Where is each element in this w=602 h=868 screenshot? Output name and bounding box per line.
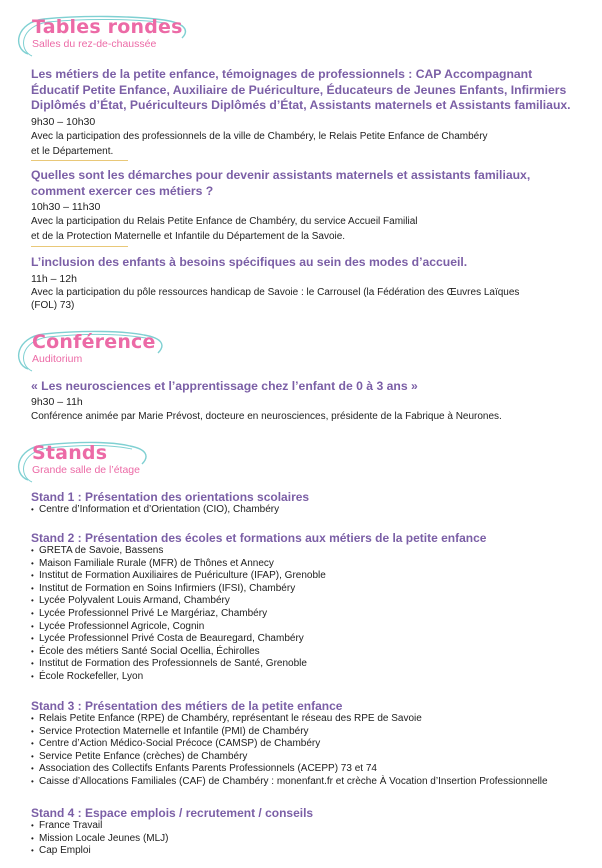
list-item: • Cap Emploi (31, 845, 571, 858)
stand-list (31, 545, 571, 684)
list-item: • Institut de Formation Auxiliaires de Puériculture (IFAP), Grenoble (31, 570, 571, 583)
section-header-tables-rondes (14, 14, 214, 58)
section-title: Stands (32, 442, 108, 464)
list-item: • Centre d’Information et d’Orientation (CIO), Chambéry (31, 504, 571, 517)
list-item: • École des métiers Santé Social Ocellia, Échirolles (31, 646, 571, 659)
entry-time: 11h – 12h (31, 272, 77, 285)
entry-description-line: et le Département. (31, 145, 114, 157)
list-item: • Lycée Professionnel Agricole, Cognin (31, 621, 571, 634)
list-item: • Centre d’Action Médico-Social Précoce (CAMSP) de Chambéry (31, 738, 571, 751)
table-ronde-entry-2 (31, 168, 571, 244)
stand-group-2 (31, 531, 571, 684)
entry-description: Conférence animée par Marie Prévost, docteure en neurosciences, présidente de la Fabrique à Neurones. (31, 411, 502, 422)
entry-title: Les métiers de la petite enfance, témoignages de professionnels : CAP Accompagnant Éducatif Petite Enfance, Auxiliaire de Puériculture, Éducateurs de Jeunes Enfants, Infirmiers Diplômés d’État, Puériculteurs Diplômés d’État, Assistants maternels et Assistants familiaux. (31, 67, 571, 112)
entry-description-line: (FOL) 73) (31, 299, 75, 311)
section-subtitle: Grande salle de l’étage (32, 464, 140, 476)
stand-group-1 (31, 490, 571, 517)
list-item: • Institut de Formation des Professionnels de Santé, Grenoble (31, 658, 571, 671)
list-item: • Maison Familiale Rurale (MFR) de Thônes et Annecy (31, 558, 571, 571)
stand-group-4 (31, 806, 571, 858)
stand-title: Stand 2 : Présentation des écoles et formations aux métiers de la petite enfance (31, 531, 487, 545)
section-title: Tables rondes (32, 16, 183, 38)
list-item: • Relais Petite Enfance (RPE) de Chambéry, représentant le réseau des RPE de Savoie (31, 713, 571, 726)
stand-title: Stand 3 : Présentation des métiers de la petite enfance (31, 699, 343, 713)
entry-title: « Les neurosciences et l’apprentissage chez l’enfant de 0 à 3 ans » (31, 379, 418, 393)
list-item: • Service Protection Maternelle et Infantile (PMI) de Chambéry (31, 726, 571, 739)
table-ronde-entry-3 (31, 255, 571, 312)
list-item: • Service Petite Enfance (crèches) de Chambéry (31, 751, 571, 764)
separator-line (31, 160, 128, 161)
section-subtitle: Salles du rez-de-chaussée (32, 38, 157, 50)
stand-list (31, 820, 571, 858)
stand-title: Stand 1 : Présentation des orientations scolaires (31, 490, 310, 504)
table-ronde-entry-1 (31, 67, 571, 159)
separator-line (31, 246, 128, 247)
list-item: • Lycée Professionnel Privé Le Margériaz, Chambéry (31, 608, 571, 621)
entry-time: 9h30 – 10h30 (31, 115, 96, 128)
list-item: • GRETA de Savoie, Bassens (31, 545, 571, 558)
list-item: • Caisse d’Allocations Familiales (CAF) de Chambéry : monenfant.fr et crèche À Vocation d’Insertion Professionnelle (31, 776, 571, 789)
entry-title: Quelles sont les démarches pour devenir assistants maternels et assistants familiaux, comment exercer ces métiers ? (31, 168, 531, 198)
list-item: • France Travail (31, 820, 571, 833)
section-subtitle: Auditorium (32, 353, 83, 365)
list-item: • Institut de Formation en Soins Infirmiers (IFSI), Chambéry (31, 583, 571, 596)
entry-time: 10h30 – 11h30 (31, 201, 101, 213)
list-item: • Association des Collectifs Enfants Parents Professionnels (ACEPP) 73 et 74 (31, 763, 571, 776)
stand-list (31, 713, 571, 789)
stand-group-3 (31, 699, 571, 789)
entry-description-line: et de la Protection Maternelle et Infantile du Département de la Savoie. (31, 231, 346, 242)
list-item: • École Rockefeller, Lyon (31, 671, 571, 684)
section-header-conference (14, 329, 214, 373)
stand-title: Stand 4 : Espace emplois / recrutement / conseils (31, 806, 314, 820)
list-item: • Lycée Professionnel Privé Costa de Beauregard, Chambéry (31, 633, 571, 646)
entry-description-line: Avec la participation du pôle ressources handicap de Savoie : le Carrousel (la Fédération des Œuvres Laïques (31, 286, 520, 298)
entry-description-line: Avec la participation des professionnels de la ville de Chambéry, le Relais Petite Enfance de Chambéry (31, 130, 488, 142)
stand-list (31, 504, 571, 517)
section-title: Conférence (32, 331, 156, 353)
list-item: • Mission Locale Jeunes (MLJ) (31, 833, 571, 846)
list-item: • Lycée Polyvalent Louis Armand, Chambéry (31, 595, 571, 608)
section-header-stands (14, 440, 214, 484)
entry-description-line: Avec la participation du Relais Petite Enfance de Chambéry, du service Accueil Familial (31, 216, 418, 227)
conference-entry (31, 379, 571, 424)
entry-title: L’inclusion des enfants à besoins spécifiques au sein des modes d’accueil. (31, 255, 468, 269)
entry-time: 9h30 – 11h (31, 396, 83, 408)
